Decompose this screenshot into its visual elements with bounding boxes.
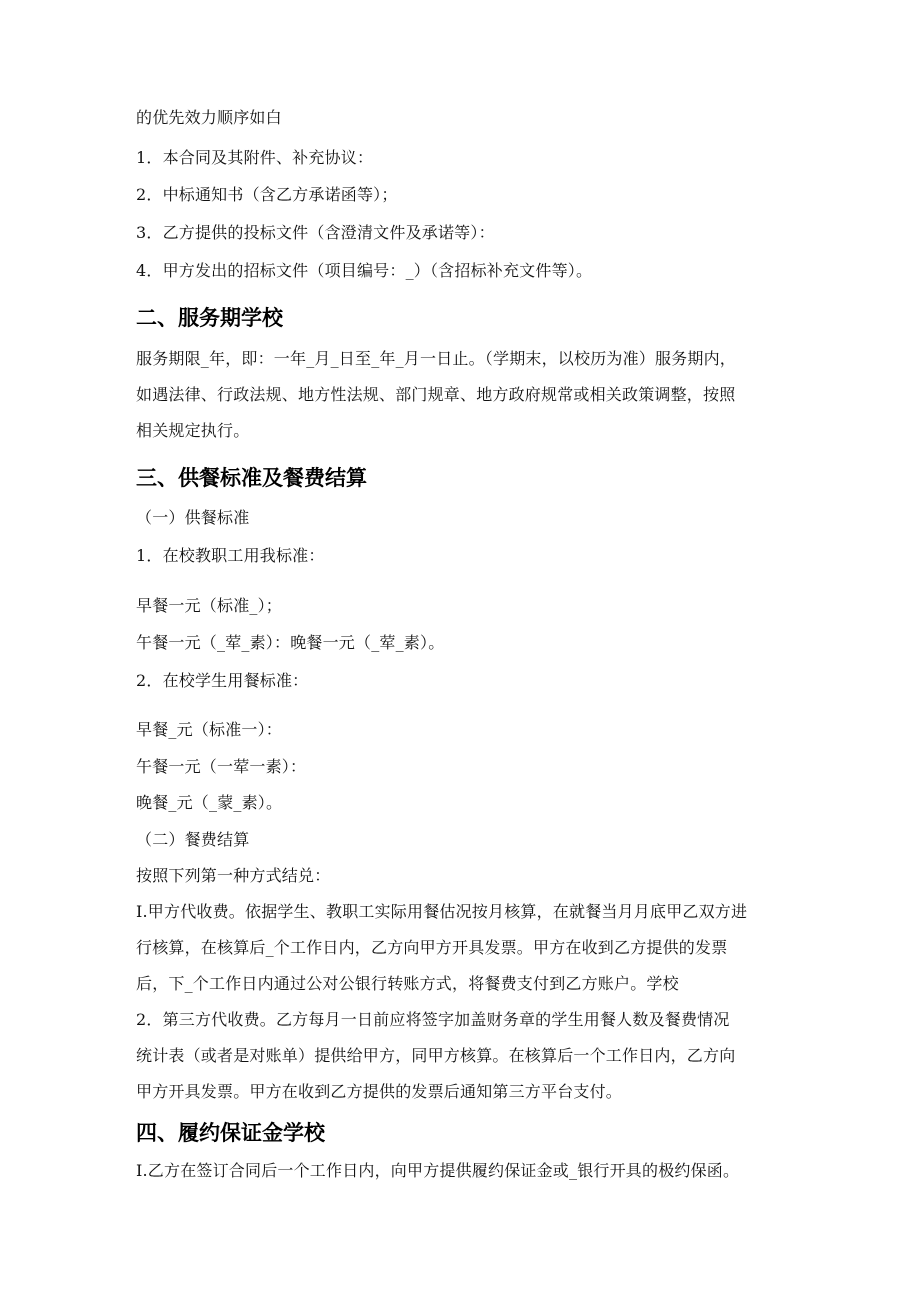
list-item: 3．乙方提供的投标文件（含澄清文件及承诺等）： bbox=[136, 223, 495, 242]
body-line: 早餐一元（标准_）； bbox=[136, 596, 283, 615]
list-item: 1．本合同及其附件、补充协议： bbox=[136, 148, 374, 167]
list-item: 2．在校学生用餐标准： bbox=[136, 671, 309, 690]
body-line: 后，下_个工作日内通过公对公银行转账方式，将餐费支付到乙方账户。学校 bbox=[136, 974, 679, 993]
body-line: 统计表（或者是对账单）提供给甲方，同甲方核算。在核算后一个工作日内，乙方向 bbox=[136, 1046, 736, 1065]
body-line: 晚餐_元（_蒙_素）。 bbox=[136, 793, 283, 812]
body-line: 按照下列第一种方式结兑： bbox=[136, 866, 331, 885]
list-item: 2．中标通知书（含乙方承诺函等）； bbox=[136, 185, 398, 204]
body-line: 相关规定执行。 bbox=[136, 421, 250, 440]
list-item: 4．甲方发出的招标文件（项目编号：_）（含招标补充文件等）。 bbox=[136, 261, 593, 280]
subsection-title: （二）餐费结算 bbox=[136, 830, 250, 849]
section-heading: 四、履约保证金学校 bbox=[136, 1121, 325, 1145]
body-line: 午餐一元（_荤_素）：晚餐一元（_荤_素）。 bbox=[136, 633, 445, 652]
list-item: 2．第三方代收费。乙方每月一日前应将签字加盖财务章的学生用餐人数及餐费情况 bbox=[136, 1010, 730, 1029]
list-item: 1．在校教职工用我标准： bbox=[136, 546, 325, 565]
body-line: 早餐_元（标准一）： bbox=[136, 720, 283, 739]
body-line: 行核算，在核算后_个工作日内，乙方向甲方开具发票。甲方在收到乙方提供的发票 bbox=[136, 938, 728, 957]
body-line: 如遇法律、行政法规、地方性法规、部门规章、地方政府规常或相关政策调整，按照 bbox=[136, 385, 736, 404]
body-line: 午餐一元（一荤一素）： bbox=[136, 757, 307, 776]
section-heading: 二、服务期学校 bbox=[136, 306, 283, 330]
subsection-title: （一）供餐标准 bbox=[136, 508, 250, 527]
list-item: I.乙方在签订合同后一个工作日内，向甲方提供履约保证金或_银行开具的极约保函。 bbox=[136, 1161, 740, 1180]
body-line: 甲方开具发票。甲方在收到乙方提供的发票后通知第三方平台支付。 bbox=[136, 1082, 623, 1101]
body-line: 的优先效力顺序如白 bbox=[136, 108, 282, 127]
list-item: I.甲方代收费。依据学生、教职工实际用餐估况按月核算，在就餐当月月底甲乙双方进 bbox=[136, 902, 748, 921]
body-line: 服务期限_年，即：一年_月_日至_年_月一日止。（学期末，以校历为准）服务期内， bbox=[136, 349, 737, 368]
section-heading: 三、供餐标准及餐费结算 bbox=[136, 466, 367, 490]
